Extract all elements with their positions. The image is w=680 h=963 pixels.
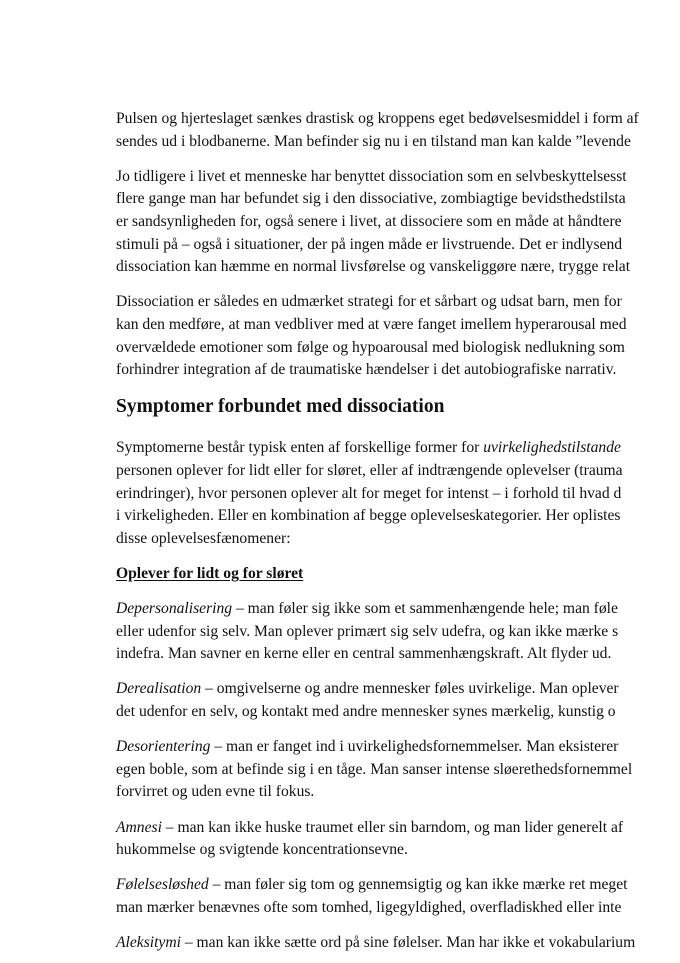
section-heading: Symptomer forbundet med dissociation xyxy=(116,396,445,418)
text-line xyxy=(116,817,680,840)
text-line xyxy=(116,932,680,955)
text-line: forvirret og uden evne til fokus. xyxy=(116,783,315,801)
paragraph xyxy=(116,108,680,153)
italic-term: uvirkelighedstilstande xyxy=(483,439,621,457)
text-line: indefra. Man savner en kerne eller en central sammenhængskraft. Alt flyder ud. xyxy=(116,645,612,663)
text-segment: Symptomerne består typisk enten af forskellige former for xyxy=(116,439,484,457)
text-line: kan den medføre, at man vedbliver med at være fanget imellem hyperarousal med xyxy=(116,315,627,333)
symptom-entry xyxy=(116,874,680,919)
text-line: sendes ud i blodbanerne. Man befinder sig nu i en tilstand man kan kalde ”levende xyxy=(116,132,631,150)
text-line: dissociation kan hæmme en normal livsførelse og vanskeliggøre nære, trygge relat xyxy=(116,258,631,276)
text-line: disse oplevelsesfænomener: xyxy=(116,529,291,547)
text-line: personen oplever for lidt eller for sløret, eller af indtrængende oplevelser (trauma xyxy=(116,461,623,479)
symptom-term: Følelsesløshed xyxy=(116,876,209,894)
symptom-term: Depersonalisering xyxy=(116,600,233,618)
text-line: Jo tidligere i livet et menneske har benyttet dissociation som en selvbeskyttelsesst xyxy=(116,167,627,185)
text-segment: – man kan ikke sætte ord på sine følelser. Man har ikke et vokabularium xyxy=(180,934,636,952)
document-body xyxy=(116,108,680,963)
symptom-entry xyxy=(116,932,680,955)
text-line: i virkeligheden. Eller en kombination af begge oplevelseskategorier. Her oplistes xyxy=(116,507,621,525)
paragraph xyxy=(116,291,680,381)
text-line: Dissociation er således en udmærket strategi for et sårbart og udsat barn, men for xyxy=(116,293,622,311)
text-segment: – man føler sig tom og gennemsigtig og kan ikke mærke ret meget xyxy=(208,876,628,894)
text-segment: – man føler sig ikke som et sammenhængende hele; man føle xyxy=(232,600,618,618)
symptom-entry xyxy=(116,817,680,862)
text-line xyxy=(116,598,680,621)
text-line: overvældede emotioner som følge og hypoarousal med biologisk nedlukning som xyxy=(116,338,625,356)
symptom-term: Desorientering xyxy=(116,738,211,756)
symptom-entry xyxy=(116,736,680,804)
text-segment: – omgivelserne og andre mennesker føles uvirkelige. Man oplever xyxy=(201,680,619,698)
text-segment: – man kan ikke huske traumet eller sin barndom, og man lider generelt af xyxy=(161,818,624,836)
text-line xyxy=(116,874,680,897)
symptom-term: Derealisation xyxy=(116,680,202,698)
symptom-term: Aleksitymi xyxy=(116,934,181,952)
text-line: hukommelse og svigtende koncentrationsevne. xyxy=(116,841,408,859)
text-line xyxy=(116,678,680,701)
symptom-entry xyxy=(116,598,680,666)
subheading: Oplever for lidt og for sløret xyxy=(116,564,304,582)
text-line: Pulsen og hjerteslaget sænkes drastisk og kroppens eget bedøvelsesmiddel i form af xyxy=(116,110,639,127)
text-line xyxy=(116,437,680,460)
text-line: stimuli på – også i situationer, der på ingen måde er livstruende. Det er indlysend xyxy=(116,235,623,253)
paragraph xyxy=(116,166,680,279)
text-line: forhindrer integration af de traumatiske hændelser i det autobiografiske narrativ. xyxy=(116,361,617,379)
text-line: egen boble, som at befinde sig i en tåge. Man sanser intense sløerethedsfornemmel xyxy=(116,760,633,778)
text-line xyxy=(116,736,680,759)
text-line: eller udenfor sig selv. Man oplever primært sig selv udefra, og kan ikke mærke s xyxy=(116,622,619,640)
text-segment: – man er fanget ind i uvirkelighedsfornemmelser. Man eksisterer xyxy=(210,738,619,756)
text-line: det udenfor en selv, og kontakt med andre mennesker synes mærkelig, kunstig o xyxy=(116,703,616,721)
symptoms-intro-paragraph xyxy=(116,437,680,550)
symptom-entry xyxy=(116,678,680,723)
symptom-term: Amnesi xyxy=(116,818,162,836)
text-line: flere gange man har befundet sig i den dissociative, zombiagtige bevidsthedstilsta xyxy=(116,190,626,208)
text-line: er sandsynligheden for, også senere i livet, at dissociere som en måde at håndtere xyxy=(116,212,622,230)
text-line: man mærker benævnes ofte som tomhed, ligegyldighed, overfladiskhed eller inte xyxy=(116,898,622,916)
text-line: erindringer), hvor personen oplever alt for meget for intenst – i forhold til hvad d xyxy=(116,484,622,502)
